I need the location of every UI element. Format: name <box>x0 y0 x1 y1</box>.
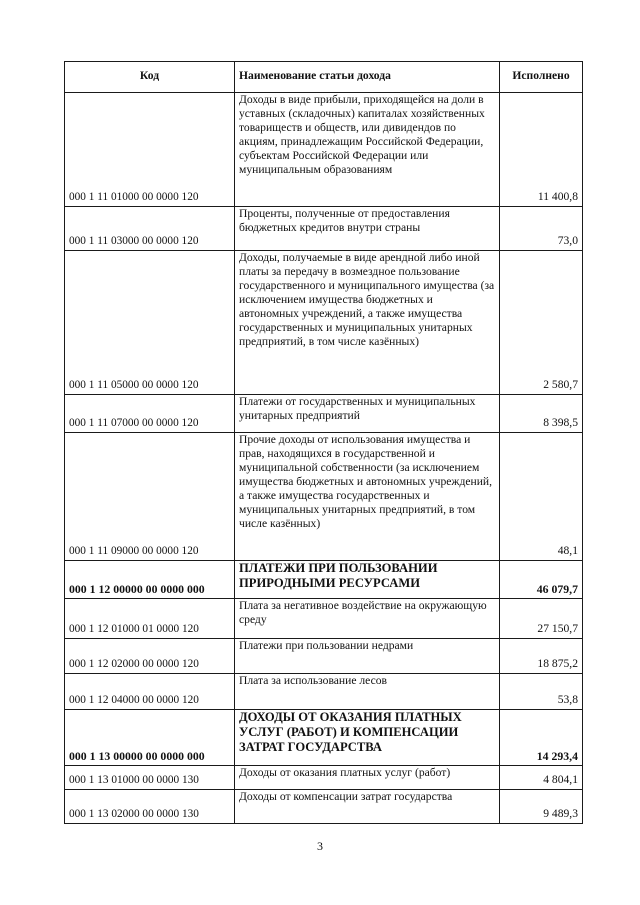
table-row <box>65 766 583 790</box>
row-value: 46 079,7 <box>500 561 583 599</box>
row-code: 000 1 13 01000 00 0000 130 <box>65 766 235 790</box>
row-name: Доходы от компенсации затрат государства <box>235 790 500 824</box>
row-name: Доходы от оказания платных услуг (работ) <box>235 766 500 790</box>
row-name: Платежи от государственных и муниципальных унитарных предприятий <box>235 395 500 433</box>
table-row-section <box>65 710 583 766</box>
row-value: 53,8 <box>500 674 583 710</box>
row-value: 8 398,5 <box>500 395 583 433</box>
row-name: ДОХОДЫ ОТ ОКАЗАНИЯ ПЛАТНЫХ УСЛУГ (РАБОТ) И КОМПЕНСАЦИИ ЗАТРАТ ГОСУДАРСТВА <box>235 710 500 766</box>
header-executed: Исполнено <box>500 62 583 93</box>
row-value: 18 875,2 <box>500 639 583 674</box>
row-code: 000 1 11 05000 00 0000 120 <box>65 251 235 395</box>
row-code: 000 1 11 03000 00 0000 120 <box>65 207 235 251</box>
table-row <box>65 599 583 639</box>
row-value: 27 150,7 <box>500 599 583 639</box>
row-value: 11 400,8 <box>500 93 583 207</box>
table-row <box>65 93 583 207</box>
table-row <box>65 207 583 251</box>
row-name: Проценты, полученные от предоставления бюджетных кредитов внутри страны <box>235 207 500 251</box>
row-name: Доходы, получаемые в виде арендной либо иной платы за передачу в возмездное пользование государственного и муниципального имущества (за исключением имущества бюджетных и автономных учреждений, а также имущества государственных и муниципальных унитарных предприятий, в том числе казённых) <box>235 251 500 395</box>
row-name: Плата за использование лесов <box>235 674 500 710</box>
row-code: 000 1 12 01000 01 0000 120 <box>65 599 235 639</box>
table-row <box>65 433 583 561</box>
row-name: Доходы в виде прибыли, приходящейся на доли в уставных (складочных) капиталах хозяйственных товариществ и обществ, или дивидендов по акциям, принадлежащим Российской Федерации, субъектам Российской Федерации или муниципальным образованиям <box>235 93 500 207</box>
table-row <box>65 790 583 824</box>
row-code: 000 1 11 01000 00 0000 120 <box>65 93 235 207</box>
row-code: 000 1 12 00000 00 0000 000 <box>65 561 235 599</box>
row-name: ПЛАТЕЖИ ПРИ ПОЛЬЗОВАНИИ ПРИРОДНЫМИ РЕСУРСАМИ <box>235 561 500 599</box>
header-name: Наименование статьи дохода <box>235 62 500 93</box>
table-row <box>65 639 583 674</box>
row-code: 000 1 13 02000 00 0000 130 <box>65 790 235 824</box>
table-row-section <box>65 561 583 599</box>
row-value: 14 293,4 <box>500 710 583 766</box>
row-code: 000 1 12 02000 00 0000 120 <box>65 639 235 674</box>
table-body <box>65 93 583 824</box>
table-row <box>65 251 583 395</box>
table-row <box>65 395 583 433</box>
row-name: Плата за негативное воздействие на окружающую среду <box>235 599 500 639</box>
table-row <box>65 674 583 710</box>
row-code: 000 1 11 09000 00 0000 120 <box>65 433 235 561</box>
row-name: Платежи при пользовании недрами <box>235 639 500 674</box>
row-code: 000 1 12 04000 00 0000 120 <box>65 674 235 710</box>
row-value: 4 804,1 <box>500 766 583 790</box>
row-code: 000 1 11 07000 00 0000 120 <box>65 395 235 433</box>
row-value: 48,1 <box>500 433 583 561</box>
revenue-table <box>64 61 583 824</box>
row-value: 9 489,3 <box>500 790 583 824</box>
page-number: 3 <box>317 839 323 853</box>
row-value: 2 580,7 <box>500 251 583 395</box>
table-header-row <box>65 62 583 93</box>
row-name: Прочие доходы от использования имущества и прав, находящихся в государственной и муниципальной собственности (за исключением имущества бюджетных и автономных учреждений, а также имущества государственных и муниципальных унитарных предприятий, в том числе казённых) <box>235 433 500 561</box>
row-value: 73,0 <box>500 207 583 251</box>
header-code: Код <box>65 62 235 93</box>
row-code: 000 1 13 00000 00 0000 000 <box>65 710 235 766</box>
